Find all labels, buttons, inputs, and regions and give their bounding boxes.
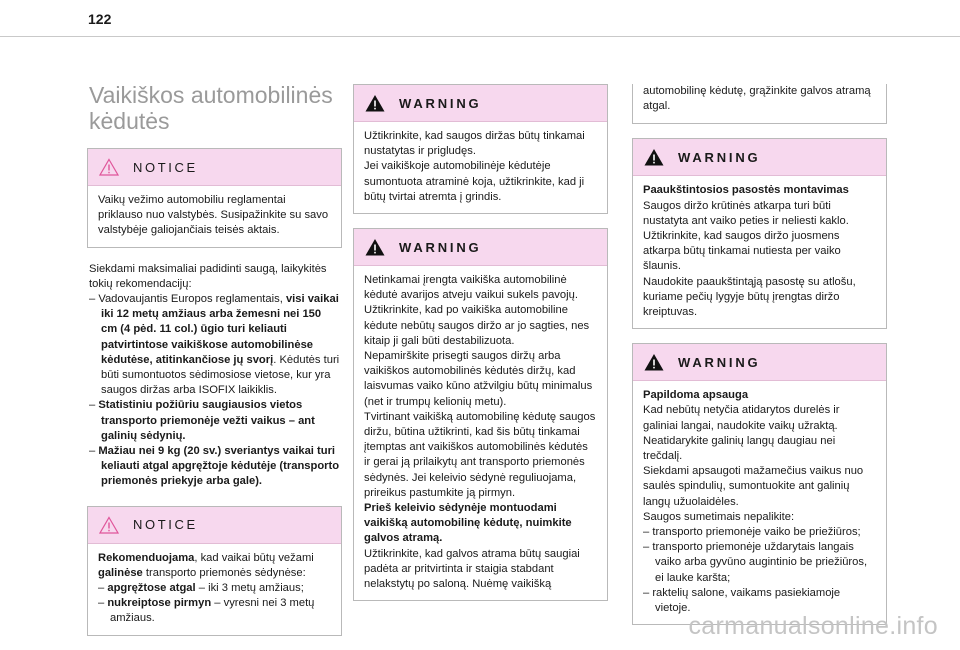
warning-triangle-icon bbox=[644, 148, 664, 166]
warning-body bbox=[633, 176, 886, 328]
warning-text: Užtikrinkite, kad saugos diržas būtų tinkamai nustatytas ir prigludęs. bbox=[364, 130, 585, 158]
warning-header bbox=[354, 229, 607, 266]
page-number: 122 bbox=[88, 11, 112, 27]
section-title-line1: Vaikiškos automobilinės bbox=[89, 82, 333, 108]
warning-text: Jei vaikiškoje automobilinėje kėdutėje sumontuota atraminė koja, užtikrinkite, kad ji būtų tvirtai atremta į grindis. bbox=[364, 160, 585, 203]
warning-triangle-icon bbox=[644, 353, 664, 371]
warning-text: Kad nebūtų netyčia atidarytos durelės ir galiniai langai, naudokite vaikų užraktą. bbox=[643, 404, 840, 432]
notice-box-rear-seats bbox=[87, 506, 342, 636]
caution-triangle-icon bbox=[99, 158, 119, 176]
top-divider bbox=[0, 36, 960, 37]
warning-body bbox=[633, 381, 886, 624]
warning-text: Netinkamai įrengta vaikiška automobilinė kėdutė avarijos atveju vaikui sukels pavojų. bbox=[364, 274, 578, 302]
warning-list-item-2: – transporto priemonėje uždarytais langais vaiko arba gyvūno augintinio be priežiūros, ei lauke karšta; bbox=[643, 541, 868, 584]
warning-text: Užtikrinkite, kad saugos diržo juosmens atkarpa būtų tinkamai nutiesta per vaiko šlaunis. bbox=[643, 230, 841, 273]
warning-box-installation bbox=[353, 228, 608, 601]
section-title-line2: kėdutės bbox=[89, 108, 170, 134]
warning-text: Siekdami apsaugoti mažamečius vaikus nuo saulės spindulių, sumontuokite ant galinių langų užuolaidėles. bbox=[643, 465, 864, 508]
section-title bbox=[89, 82, 342, 134]
warning-list-item-1: – transporto priemonėje vaiko be priežiūros; bbox=[643, 526, 861, 539]
notice-header bbox=[88, 507, 341, 544]
warning-triangle-icon bbox=[365, 238, 385, 256]
notice-text: Vaikų vežimo automobiliu reglamentai priklauso nuo valstybės. Susipažinkite su savo valstybėje galiojančiais teisės aktais. bbox=[98, 194, 329, 237]
warning-heading: Paaukštintosios pasostės montavimas bbox=[643, 184, 849, 197]
warning-box-additional-protection bbox=[632, 343, 887, 625]
notice-label: NOTICE bbox=[133, 159, 198, 175]
recommendation-item-2: – Statistiniu požiūriu saugiausios vietos transporto priemonėje vežti vaikus – ant galinių sėdynių. bbox=[89, 399, 315, 442]
notice-header bbox=[88, 149, 341, 186]
warning-label: WARNING bbox=[399, 239, 482, 255]
warning-label: WARNING bbox=[678, 149, 761, 165]
notice-list-item-2: – nukreiptose pirmyn – vyresni nei 3 metų amžiaus. bbox=[98, 597, 315, 625]
recommendation-item-1: – Vadovaujantis Europos reglamentais, visi vaikai iki 12 metų amžiaus arba žemesni nei 150 cm (4 pėd. 11 col.) ūgio turi keliauti patvirtintose vaikiškose automobilinėse kėdutėse, atitinkančiose jų svorį. Kėdutės turi būti sumontuotos sėdimosiose vietose, kur yra saugos diržas arba ISOFIX laikiklis. bbox=[89, 293, 340, 397]
continued-warning-text bbox=[632, 84, 887, 124]
warning-text: Tvirtinant vaikišką automobilinę kėdutę saugos diržu, būtina užtikrinti, kad šis būtų tinkamai įtemptas ant vaikiškos automobilinės kėdutės ir gerai ją prilaikytų ant transporto priemonės sėdynės. Jei keleivio sėdynė reguliuojama, prireikus pastumkite ją pirmyn. bbox=[364, 410, 596, 499]
warning-label: WARNING bbox=[678, 354, 761, 370]
warning-list-item-3: – raktelių salone, vaikams pasiekiamoje vietoje. bbox=[643, 586, 841, 615]
warning-heading: Papildoma apsauga bbox=[643, 389, 749, 402]
notice-box-legislation bbox=[87, 148, 342, 248]
warning-box-belt-fit bbox=[353, 84, 608, 214]
warning-text: Saugos diržo krūtinės atkarpa turi būti nustatyta ant vaiko peties ir neliesti kaklo. bbox=[643, 199, 849, 227]
recommendations-lead: Siekdami maksimaliai padidinti saugą, laikykitės tokių rekomendacijų: bbox=[89, 262, 327, 290]
warning-header bbox=[354, 85, 607, 122]
warning-body bbox=[354, 266, 607, 600]
warning-header bbox=[633, 344, 886, 381]
continued-text: automobilinę kėdutę, grąžinkite galvos atramą atgal. bbox=[643, 85, 871, 113]
caution-triangle-icon bbox=[99, 516, 119, 534]
warning-body bbox=[354, 122, 607, 213]
notice-body bbox=[88, 186, 341, 247]
column-middle bbox=[353, 84, 608, 615]
warning-header bbox=[633, 139, 886, 176]
recommendation-item-3: – Mažiau nei 9 kg (20 sv.) sveriantys vaikai turi keliauti atgal apgręžtoje kėdutėje (transporto priemonės priekyje arba gale). bbox=[89, 445, 340, 488]
warning-text: Užtikrinkite, kad po vaikiška automobiline kėdute nebūtų saugos diržo ar jo sagties, nes kitaip ji gali būti destabilizuota. bbox=[364, 304, 590, 347]
warning-text: Užtikrinkite, kad galvos atrama būtų saugiai padėta ar pritvirtinta ir staigia stabdant nelakstytų po saloną. Nuėmę vaikišką bbox=[364, 547, 580, 591]
warning-box-booster-seat bbox=[632, 138, 887, 329]
column-left bbox=[87, 82, 342, 650]
warning-text-bold: Prieš keleivio sėdynėje montuodami vaikišką automobilinę kėdutę, nuimkite galvos atramą. bbox=[364, 502, 572, 545]
notice-label: NOTICE bbox=[133, 517, 198, 533]
warning-triangle-icon bbox=[365, 94, 385, 112]
recommendations-text bbox=[87, 262, 342, 490]
notice-body bbox=[88, 544, 341, 635]
warning-label: WARNING bbox=[399, 95, 482, 111]
warning-text: Neatidarykite galinių langų daugiau nei trečdalį. bbox=[643, 434, 836, 463]
notice-list-item-1: – apgręžtose atgal – iki 3 metų amžiaus; bbox=[98, 582, 304, 595]
notice-paragraph: Rekomenduojama, kad vaikai būtų vežami galinėse transporto priemonės sėdynėse: bbox=[98, 551, 314, 579]
column-right bbox=[632, 84, 887, 639]
warning-text: Saugos sumetimais nepalikite: bbox=[643, 510, 795, 523]
warning-text: Naudokite paaukštintąją pasostę su atlošu, kuriame pečių lygyje būtų įrengtas diržo kreiptuvas. bbox=[643, 275, 856, 319]
warning-text: Nepamirškite prisegti saugos diržų arba vaikiškos automobilinės kėdutės diržų, kad laisvumas vaiko kūno atžvilgiu būtų minimalus (net ir trumpų kelionių metu). bbox=[364, 350, 593, 408]
watermark: carmanualsonline.info bbox=[688, 612, 938, 640]
